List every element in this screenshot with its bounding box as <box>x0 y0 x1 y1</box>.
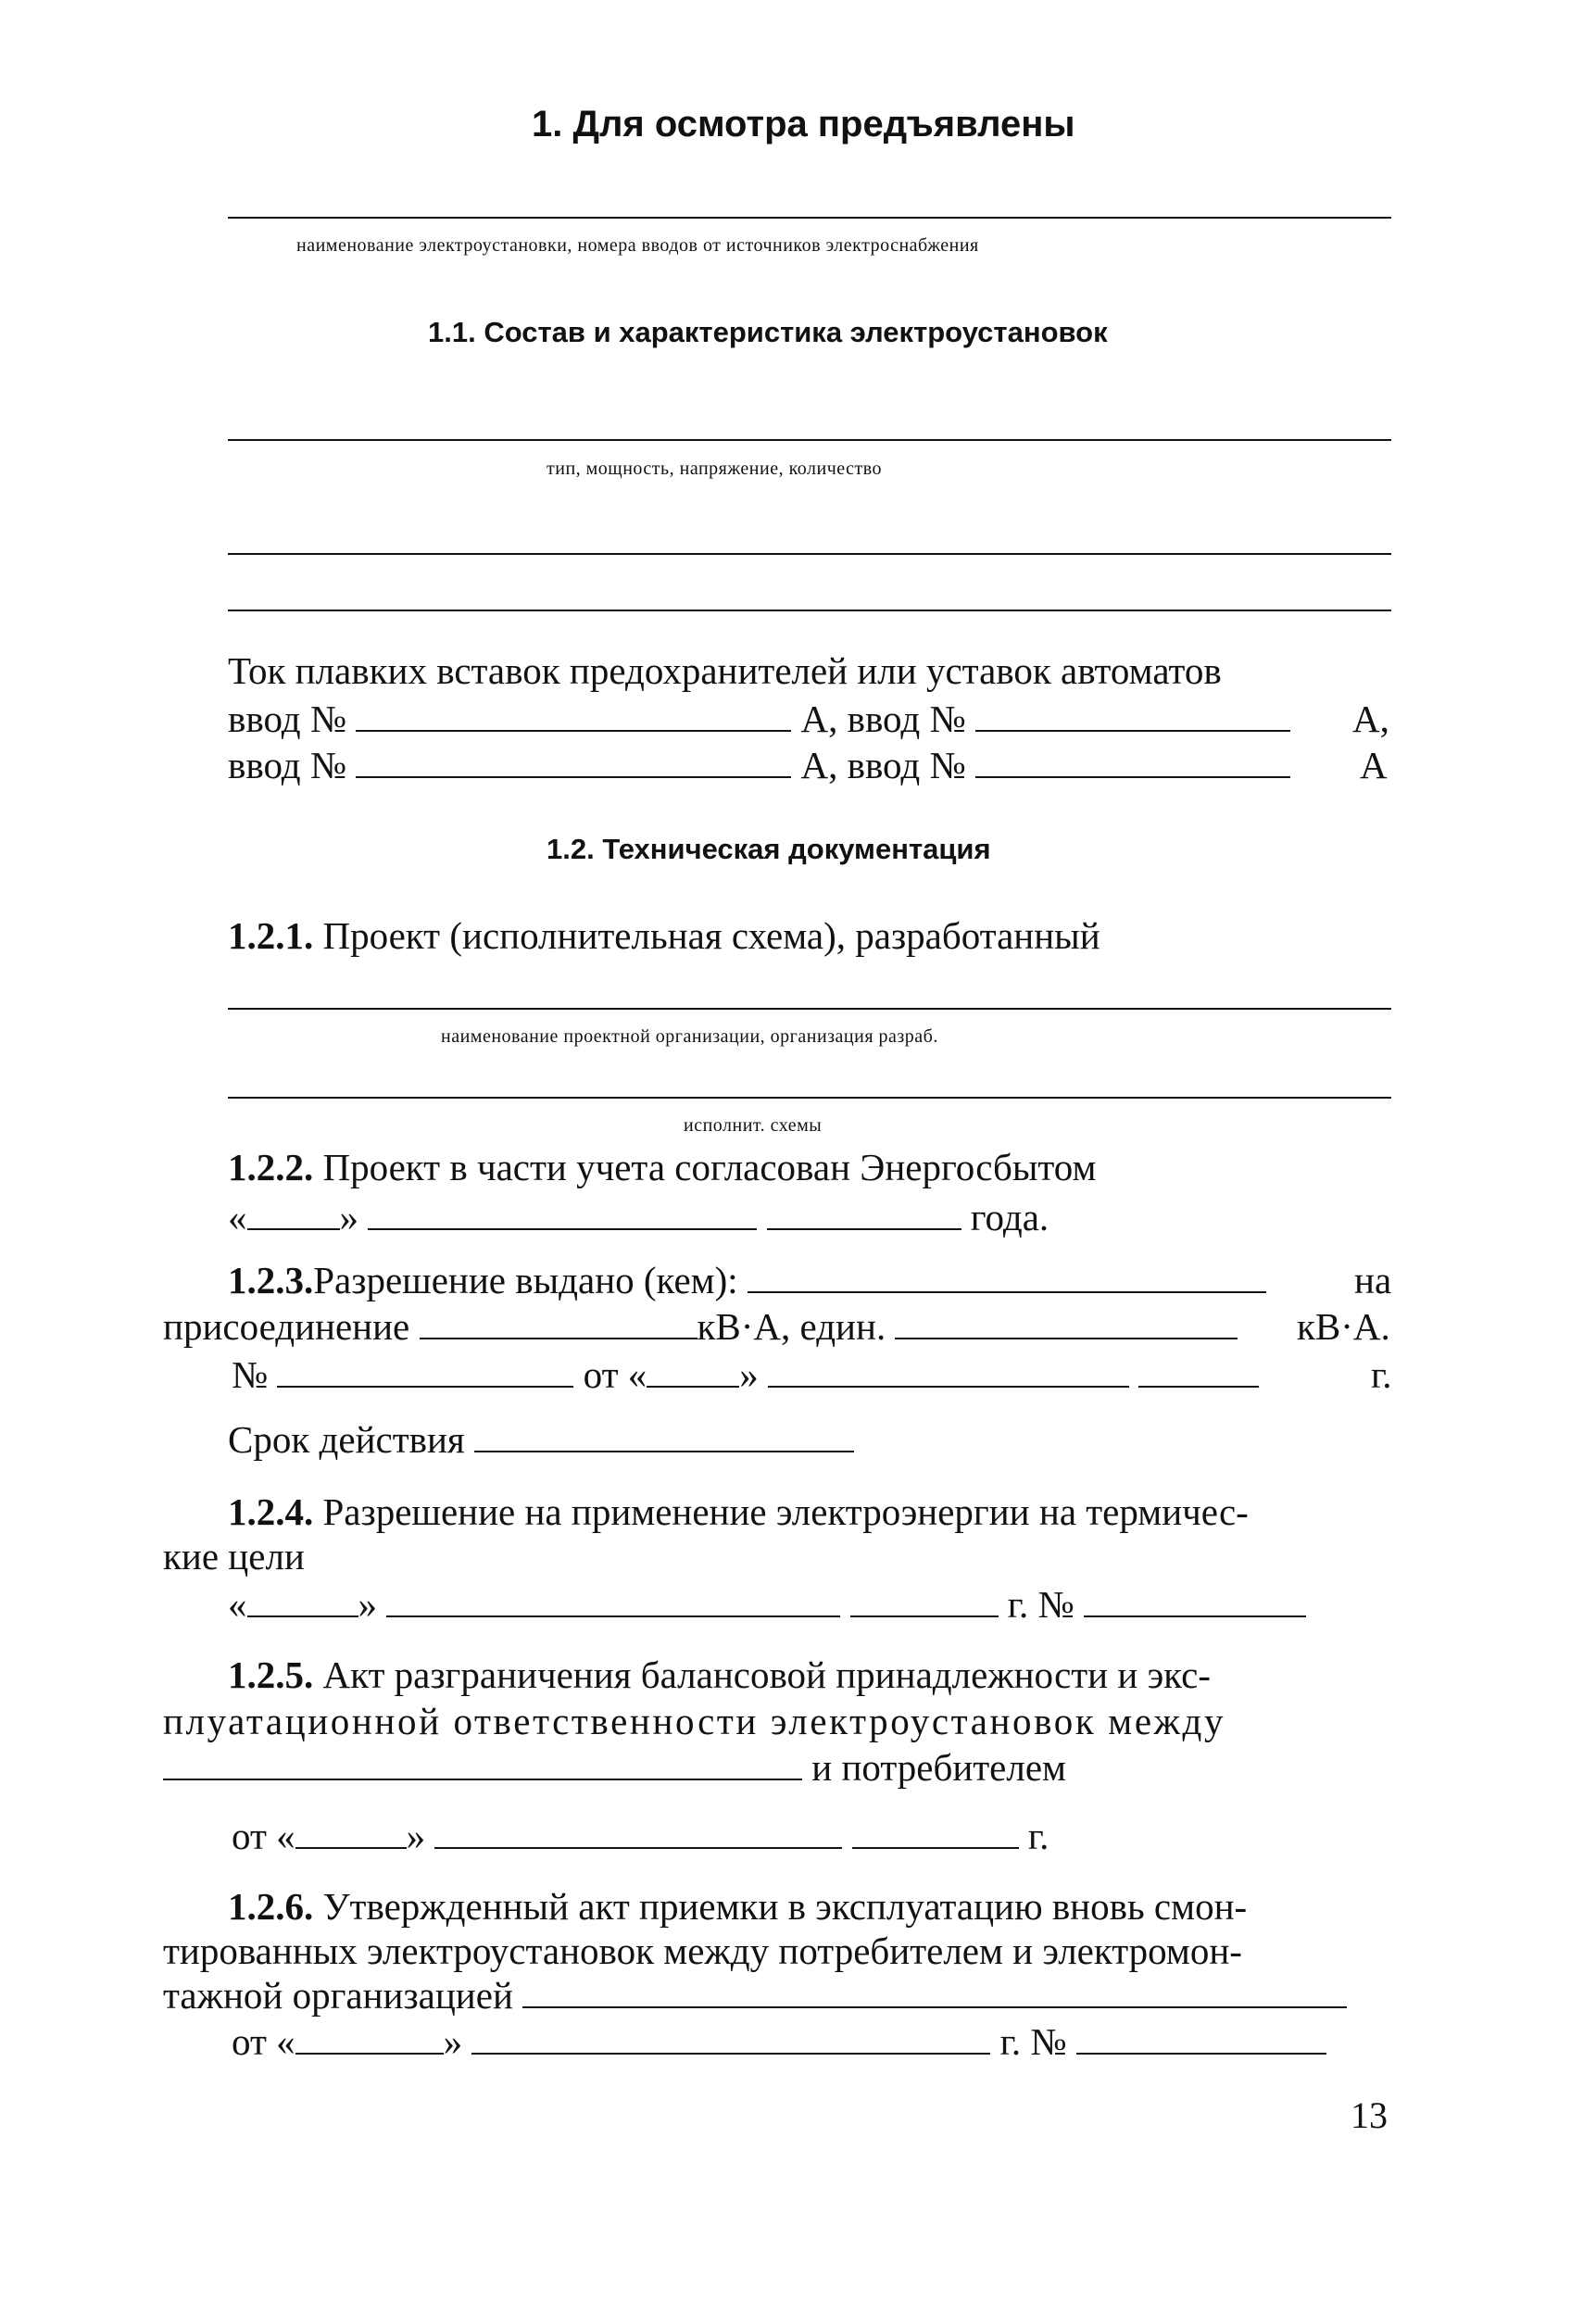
kva-unit: кВ·А. <box>1297 1305 1390 1348</box>
connection-row: присоединение кВ·А, един. <box>163 1304 1238 1349</box>
year-field[interactable] <box>767 1197 961 1230</box>
month-field[interactable] <box>368 1197 757 1230</box>
year-field[interactable] <box>1138 1354 1259 1388</box>
blank-field[interactable] <box>975 745 1290 778</box>
permit-number-field[interactable] <box>277 1354 573 1388</box>
item-1-2-5: 1.2.5. Акт разграничения балансовой принадлежности и экс- <box>228 1653 1211 1696</box>
day-field[interactable] <box>647 1354 739 1388</box>
validity-field[interactable] <box>474 1419 854 1452</box>
fuse-row-1: ввод № А, ввод № <box>228 697 1290 741</box>
year-field[interactable] <box>850 1584 999 1617</box>
caption-installation: наименование электроустановки, номера вводов от источников электроснабжения <box>296 235 979 256</box>
item-1-2-2-date-row: « » года. <box>228 1196 1049 1238</box>
item-1-2-4-date-row: « » г. № <box>228 1582 1306 1627</box>
blank-field[interactable] <box>356 698 791 732</box>
issuer-field[interactable] <box>748 1260 1266 1293</box>
month-field[interactable] <box>434 1816 842 1849</box>
day-field[interactable] <box>247 1584 358 1617</box>
day-field[interactable] <box>247 1197 340 1230</box>
input-label: ввод № <box>228 744 346 786</box>
amp-unit: А <box>800 744 829 786</box>
fill-line <box>228 610 1391 611</box>
item-1-2-4: 1.2.4. Разрешение на применение электроэнергии на термичес- <box>228 1490 1249 1533</box>
text-na: на <box>1354 1259 1392 1301</box>
input-label: ввод № <box>847 698 966 740</box>
item-1-2-4-line2: кие цели <box>163 1535 305 1578</box>
item-1-2-6: 1.2.6. Утвержденный акт приемки в эксплуатацию вновь смон- <box>228 1885 1248 1928</box>
day-field[interactable] <box>295 2021 444 2055</box>
fuse-title: Ток плавких вставок предохранителей или уставок автоматов <box>228 649 1222 692</box>
amp-unit: А <box>800 698 829 740</box>
fill-line <box>228 1008 1391 1010</box>
number-field[interactable] <box>1084 1584 1306 1617</box>
supplier-field[interactable] <box>163 1747 802 1780</box>
item-1-2-6-date-row: от « » г. № <box>232 2019 1326 2064</box>
permit-number-row: № от « » <box>232 1352 1259 1397</box>
validity-row: Срок действия <box>228 1417 854 1462</box>
blank-field[interactable] <box>356 745 791 778</box>
item-1-2-3: 1.2.3.Разрешение выдано (кем): <box>228 1258 1266 1302</box>
kva-field[interactable] <box>420 1306 697 1339</box>
item-1-2-6-line2: тированных электроустановок между потребителем и электромон- <box>163 1930 1242 1972</box>
item-1-2-5-party-row: и потребителем <box>163 1745 1066 1790</box>
organization-field[interactable] <box>522 1975 1347 2008</box>
number-field[interactable] <box>1076 2021 1326 2055</box>
item-1-2-5-line2: плуатационной ответственности электроустановок между <box>163 1700 1226 1742</box>
section-1-1-heading: 1.1. Состав и характеристика электроустановок <box>428 316 1108 348</box>
fill-line <box>228 439 1391 441</box>
fuse-row-2: ввод № А, ввод № <box>228 743 1290 787</box>
item-1-2-5-date-row: от « » г. <box>232 1815 1049 1857</box>
section-1-2-heading: 1.2. Техническая документация <box>547 833 991 865</box>
day-field[interactable] <box>295 1816 407 1849</box>
item-1-2-2: 1.2.2. Проект в части учета согласован Энергосбытом <box>228 1146 1097 1188</box>
page-number: 13 <box>1351 2094 1388 2136</box>
amp-unit: А, <box>1352 698 1389 740</box>
main-heading: 1. Для осмотра предъявлены <box>532 104 1075 145</box>
kva-single-field[interactable] <box>895 1306 1238 1339</box>
caption-exec-scheme: исполнит. схемы <box>684 1115 823 1136</box>
caption-design-org: наименование проектной организации, организация разраб. <box>441 1026 938 1047</box>
month-field[interactable] <box>768 1354 1129 1388</box>
date-field[interactable] <box>471 2021 990 2055</box>
item-1-2-6-org-row: тажной организацией <box>163 1973 1347 2018</box>
input-label: ввод № <box>847 744 966 786</box>
caption-type-power: тип, мощность, напряжение, количество <box>547 459 883 479</box>
year-suffix: г. <box>1371 1353 1392 1396</box>
year-field[interactable] <box>852 1816 1019 1849</box>
fill-line <box>228 553 1391 555</box>
month-field[interactable] <box>386 1584 840 1617</box>
input-label: ввод № <box>228 698 346 740</box>
amp-unit: А <box>1360 744 1388 786</box>
fill-line <box>228 217 1391 219</box>
item-1-2-1: 1.2.1. Проект (исполнительная схема), разработанный <box>228 914 1100 957</box>
blank-field[interactable] <box>975 698 1290 732</box>
fill-line <box>228 1097 1391 1099</box>
